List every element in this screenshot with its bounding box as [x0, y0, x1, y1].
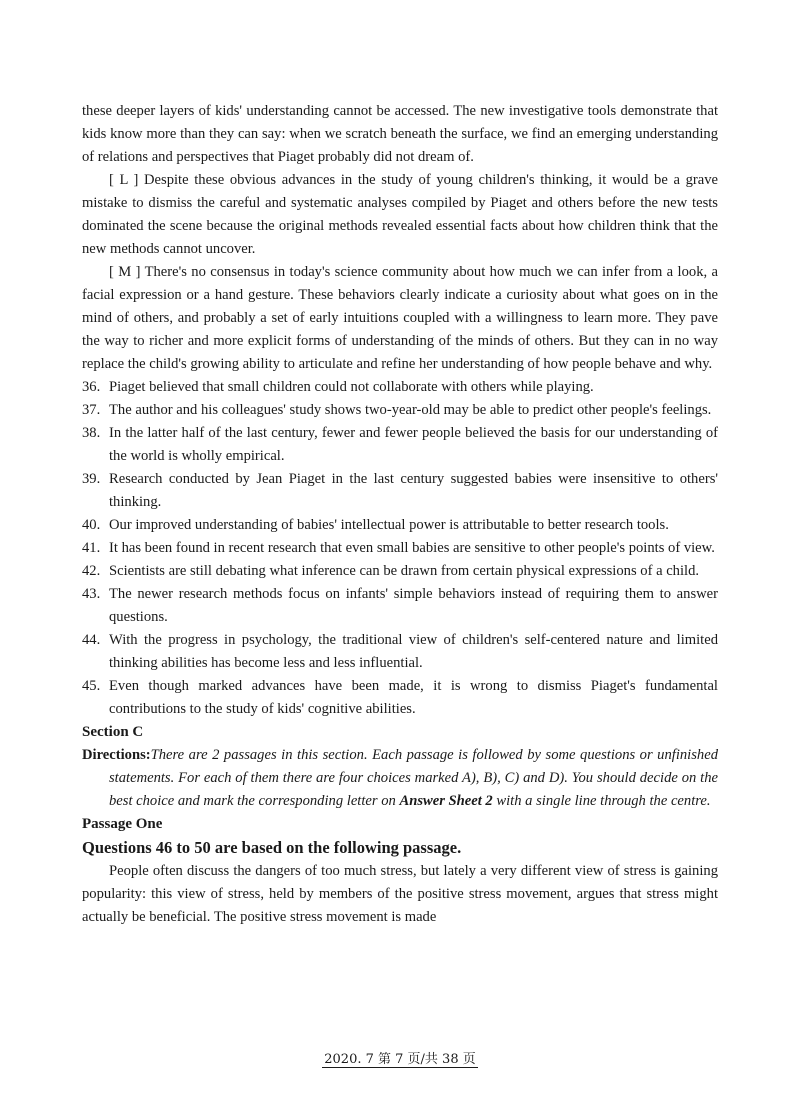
question-item [82, 514, 718, 537]
question-number: 43. [82, 586, 101, 602]
passage-paragraph-intro: these deeper layers of kids' understanding cannot be accessed. The new investigative tools demonstrate that kids know more than they can say: when we scratch beneath the surface, we find an emerging understanding of relations and perspectives that Piaget probably did not dream of. [82, 103, 718, 165]
question-text: Scientists are still debating what inference can be drawn from certain physical expressions of a child. [109, 563, 700, 579]
question-item [82, 583, 718, 629]
question-item [82, 376, 718, 399]
document-page [82, 100, 718, 929]
question-item [82, 399, 718, 422]
passage-one-questions-heading: Questions 46 to 50 are based on the following passage. [82, 838, 462, 857]
question-number: 36. [82, 379, 101, 395]
question-number: 41. [82, 540, 101, 556]
question-number: 37. [82, 402, 101, 418]
question-item [82, 560, 718, 583]
question-text: It has been found in recent research that even small babies are sensitive to other people's points of view. [109, 540, 715, 556]
question-item [82, 537, 718, 560]
question-text: Even though marked advances have been made, it is wrong to dismiss Piaget's fundamental contributions to the study of kids' cognitive abilities. [109, 678, 718, 717]
question-text: The newer research methods focus on infants' simple behaviors instead of requiring them to answer questions. [109, 586, 718, 625]
question-text: In the latter half of the last century, fewer and fewer people believed the basis for our understanding of the world is wholly empirical. [109, 425, 718, 464]
passage-one-body: People often discuss the dangers of too much stress, but lately a very different view of stress is gaining popularity: this view of stress, held by members of the positive stress movement, argues that stress might actually be beneficial. The positive stress movement is made [82, 863, 718, 925]
section-c-directions [82, 744, 718, 813]
question-list [82, 376, 718, 721]
question-number: 44. [82, 632, 101, 648]
question-item [82, 629, 718, 675]
question-text: Research conducted by Jean Piaget in the last century suggested babies were insensitive to others' thinking. [109, 471, 718, 510]
page-number: 2020. 7 第 7 页/共 38 页 [324, 1052, 476, 1067]
passage-paragraph-m: [ M ] There's no consensus in today's science community about how much we can infer from a look, a facial expression or a hand gesture. These behaviors clearly indicate a curiosity about what goes on in the mind of others, and probably a set of early intuitions coupled with a willingness to learn more. They pave the way to richer and more explicit forms of understanding of the minds of others. But they can in no way replace the child's growing ability to articulate and refine her understanding of how people behave and why. [82, 264, 718, 372]
question-item [82, 468, 718, 514]
question-text: The author and his colleagues' study shows two-year-old may be able to predict other people's feelings. [109, 402, 712, 418]
question-number: 39. [82, 471, 101, 487]
question-item [82, 422, 718, 468]
passage-one-heading: Passage One [82, 816, 163, 832]
directions-text-2: with a single line through the centre. [492, 793, 711, 809]
directions-answer-sheet: Answer Sheet 2 [399, 793, 493, 809]
section-c-heading: Section C [82, 724, 144, 740]
question-number: 42. [82, 563, 101, 579]
passage-paragraph-l: [ L ] Despite these obvious advances in the study of young children's thinking, it would be a grave mistake to dismiss the careful and systematic analyses compiled by Piaget and others before the new tests dominated the scene because the original methods revealed essential facts about how children think that the new methods cannot uncover. [82, 172, 718, 257]
question-number: 38. [82, 425, 101, 441]
page-footer [0, 1048, 800, 1067]
directions-label: Directions: [82, 747, 151, 763]
question-item [82, 675, 718, 721]
question-text: With the progress in psychology, the traditional view of children's self-centered nature and limited thinking abilities has become less and less influential. [109, 632, 718, 671]
question-number: 45. [82, 678, 101, 694]
question-number: 40. [82, 517, 101, 533]
question-text: Our improved understanding of babies' intellectual power is attributable to better research tools. [109, 517, 669, 533]
question-text: Piaget believed that small children could not collaborate with others while playing. [109, 379, 594, 395]
directions-text-1: There are 2 passages in this section. Each passage is followed by some questions or unfinished statements. For each of them there are four choices marked A), B), C) and D). You should decide on the best choice and mark the corresponding letter on [109, 747, 718, 809]
